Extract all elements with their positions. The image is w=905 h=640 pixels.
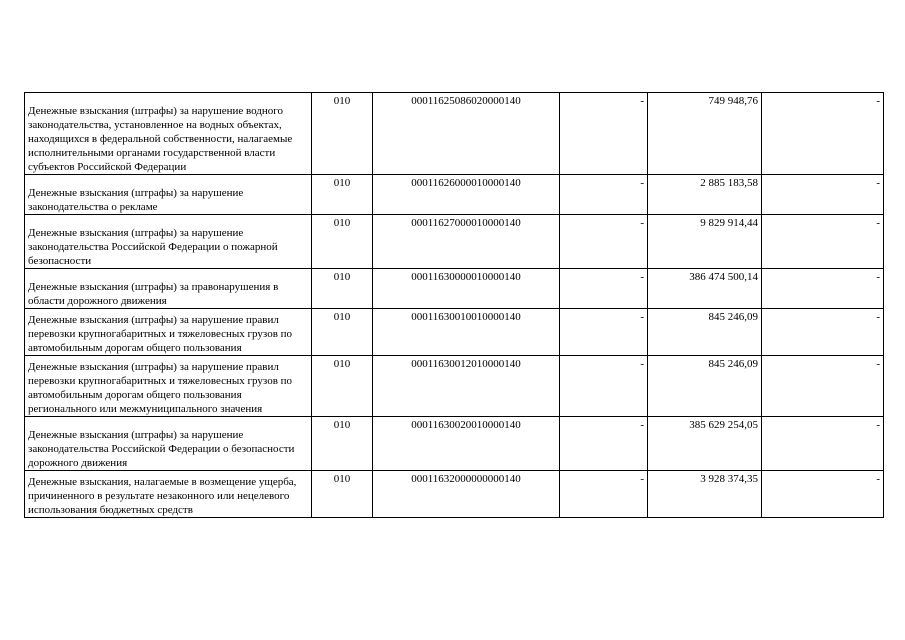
table-row <box>25 175 884 215</box>
row-plan-value: - <box>560 175 648 215</box>
row-code: 010 <box>312 269 373 309</box>
row-remainder-value: - <box>762 471 884 518</box>
row-name: Денежные взыскания (штрафы) за нарушение законодательства Российской Федерации о безопасности дорожного движения <box>28 429 295 469</box>
row-kbk-code: 00011632000000000140 <box>373 471 560 518</box>
row-executed-value: 3 928 374,35 <box>648 471 762 518</box>
row-plan-value: - <box>560 471 648 518</box>
row-kbk-code: 00011630020010000140 <box>373 417 560 471</box>
row-remainder-value: - <box>762 269 884 309</box>
row-executed-value: 2 885 183,58 <box>648 175 762 215</box>
row-plan-value: - <box>560 417 648 471</box>
row-remainder-value: - <box>762 309 884 356</box>
row-remainder-value: - <box>762 356 884 417</box>
table-row <box>25 93 884 175</box>
row-name-cell <box>25 471 312 518</box>
row-code: 010 <box>312 215 373 269</box>
row-executed-value: 386 474 500,14 <box>648 269 762 309</box>
row-kbk-code: 00011626000010000140 <box>373 175 560 215</box>
row-kbk-code: 00011630000010000140 <box>373 269 560 309</box>
table-row <box>25 269 884 309</box>
row-remainder-value: - <box>762 215 884 269</box>
row-code: 010 <box>312 471 373 518</box>
row-executed-value: 845 246,09 <box>648 356 762 417</box>
row-kbk-code: 00011625086020000140 <box>373 93 560 175</box>
table-row <box>25 471 884 518</box>
row-code: 010 <box>312 175 373 215</box>
row-name: Денежные взыскания, налагаемые в возмещение ущерба, причиненного в результате незаконного или нецелевого использования бюджетных средств <box>28 476 297 516</box>
row-code: 010 <box>312 309 373 356</box>
row-kbk-code: 00011627000010000140 <box>373 215 560 269</box>
row-name: Денежные взыскания (штрафы) за нарушение правил перевозки крупногабаритных и тяжеловесных грузов по автомобильным дорогам общего пользования регионального или межмуниципального значения <box>28 361 293 415</box>
row-name-cell <box>25 269 312 309</box>
table-body <box>25 93 884 518</box>
row-plan-value: - <box>560 215 648 269</box>
row-remainder-value: - <box>762 175 884 215</box>
row-code: 010 <box>312 417 373 471</box>
row-name-cell <box>25 175 312 215</box>
row-plan-value: - <box>560 93 648 175</box>
table-row <box>25 356 884 417</box>
row-executed-value: 385 629 254,05 <box>648 417 762 471</box>
row-kbk-code: 00011630010010000140 <box>373 309 560 356</box>
row-name: Денежные взыскания (штрафы) за нарушение правил перевозки крупногабаритных и тяжеловесных грузов по автомобильным дорогам общего пользования <box>28 314 293 354</box>
row-name: Денежные взыскания (штрафы) за правонарушения в области дорожного движения <box>28 281 279 307</box>
row-name-cell <box>25 93 312 175</box>
row-name-cell <box>25 215 312 269</box>
row-plan-value: - <box>560 356 648 417</box>
row-executed-value: 749 948,76 <box>648 93 762 175</box>
row-executed-value: 9 829 914,44 <box>648 215 762 269</box>
row-remainder-value: - <box>762 93 884 175</box>
row-name-cell <box>25 356 312 417</box>
row-code: 010 <box>312 93 373 175</box>
row-executed-value: 845 246,09 <box>648 309 762 356</box>
row-name: Денежные взыскания (штрафы) за нарушение законодательства Российской Федерации о пожарной безопасности <box>28 227 278 267</box>
row-name: Денежные взыскания (штрафы) за нарушение водного законодательства, установленное на водных объектах, находящихся в федеральной собственности, налагаемые исполнительными органами государственной власти субъектов Российской Федерации <box>28 105 293 173</box>
row-name-cell <box>25 309 312 356</box>
revenue-table <box>24 92 884 518</box>
row-plan-value: - <box>560 269 648 309</box>
row-name: Денежные взыскания (штрафы) за нарушение законодательства о рекламе <box>28 187 244 213</box>
table-row <box>25 417 884 471</box>
row-plan-value: - <box>560 309 648 356</box>
table-row <box>25 309 884 356</box>
row-name-cell <box>25 417 312 471</box>
row-code: 010 <box>312 356 373 417</box>
row-kbk-code: 00011630012010000140 <box>373 356 560 417</box>
table-row <box>25 215 884 269</box>
row-remainder-value: - <box>762 417 884 471</box>
